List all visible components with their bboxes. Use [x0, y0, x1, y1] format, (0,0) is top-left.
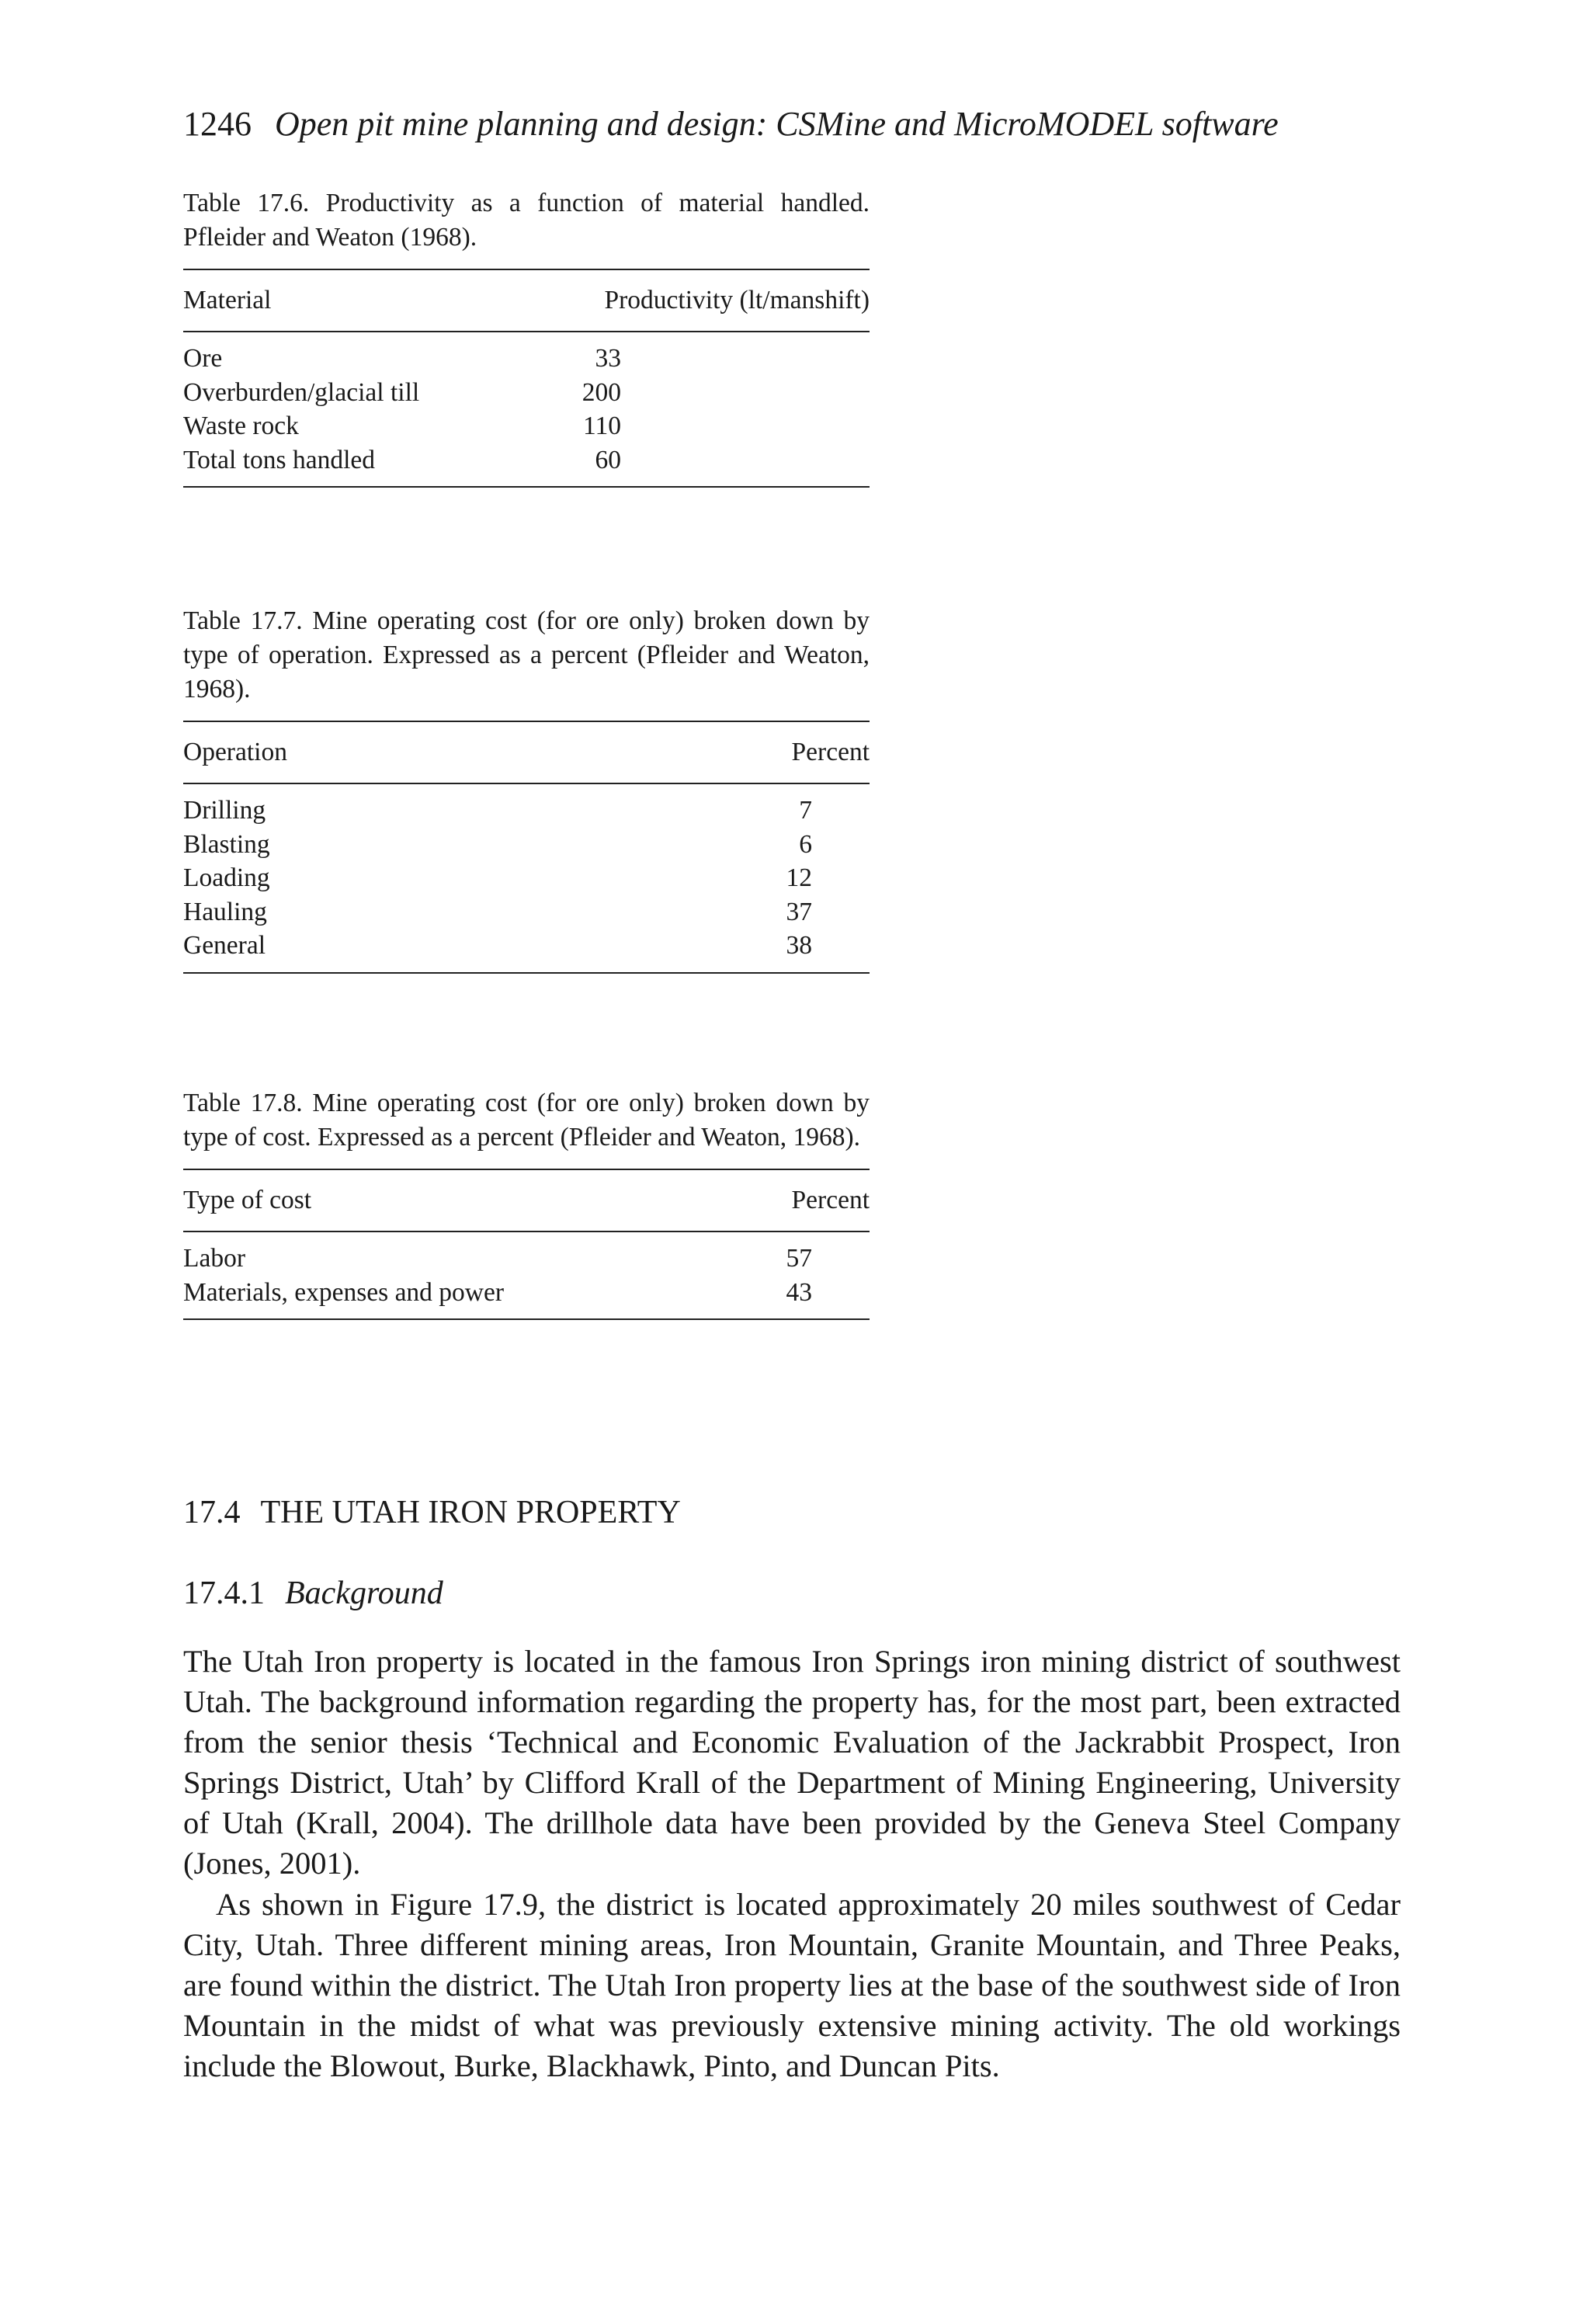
running-head — [183, 102, 1279, 146]
section-heading — [183, 1491, 681, 1534]
body-paragraph: As shown in Figure 17.9, the district is located approximately 20 miles southwest of Cedar City, Utah. Three different mining areas, Iron Mountain, Granite Mountain, and Three Peaks, are found within the district. The Utah Iron property lies at the base of the southwest side of Iron Mountain in the midst of what was previously extensive mining activity. The old workings include the Blowout, Burke, Blackhawk, Pinto, and Duncan Pits. — [183, 1887, 1401, 2083]
row-label: Blasting — [183, 829, 270, 859]
row-value: 38 — [786, 931, 812, 960]
row-value: 57 — [786, 1244, 812, 1273]
row-label: Drilling — [183, 796, 266, 825]
subsection-number: 17.4.1 — [183, 1575, 265, 1611]
row-value: 7 — [799, 796, 812, 825]
row-label: Hauling — [183, 897, 267, 926]
section-title: THE UTAH IRON PROPERTY — [260, 1495, 681, 1530]
column-header-percent: Percent — [791, 1186, 870, 1214]
table-caption: Table 17.8. Mine operating cost (for ore only) broken down by type of cost. Expressed as a percent (Pfleider and Weaton, 1968). — [183, 1089, 870, 1152]
column-header-operation: Operation — [183, 738, 287, 766]
row-label: Materials, expenses and power — [183, 1277, 505, 1307]
row-label: Labor — [183, 1244, 245, 1273]
column-header-percent: Percent — [791, 738, 870, 766]
table-row — [183, 794, 870, 828]
body-paragraph: The Utah Iron property is located in the famous Iron Springs iron mining district of southwest Utah. The background information regarding the property has, for the most part, been extracted from the senior thesis ‘Technical and Economic Evaluation of the Jackrabbit Prospect, Iron Springs District, Utah’ by Clifford Krall of the Department of Mining Engineering, University of Utah (Krall, 2004). The drillhole data have been provided by the Geneva Steel Company (Jones, 2001). — [183, 1644, 1401, 1881]
table-row — [183, 861, 870, 895]
page-number: 1246 — [183, 105, 252, 143]
column-header-type-of-cost: Type of cost — [183, 1186, 312, 1214]
table-row — [183, 342, 870, 376]
table-caption: Table 17.7. Mine operating cost (for ore only) broken down by type of operation. Expressed as a percent (Pfleider and Weaton, 1968). — [183, 606, 870, 703]
row-label: Loading — [183, 863, 270, 892]
row-value: 6 — [799, 829, 812, 859]
row-value: 110 — [582, 412, 621, 440]
table-row — [183, 1242, 870, 1276]
table-header-row — [183, 1170, 870, 1231]
table-row — [183, 1276, 870, 1310]
table-17-6 — [183, 186, 870, 488]
row-value: 200 — [581, 377, 621, 407]
row-value: 12 — [786, 863, 812, 892]
table-17-8 — [183, 1086, 870, 1320]
row-value: 33 — [595, 344, 621, 373]
table-row — [183, 929, 870, 963]
table-row — [183, 895, 870, 929]
table-header-row — [183, 270, 870, 331]
table-body — [183, 784, 870, 972]
book-title: Open pit mine planning and design: CSMine and MicroMODEL software — [275, 105, 1279, 143]
row-label: Waste rock — [183, 412, 299, 440]
table-bottom-rule — [183, 486, 870, 488]
row-label: Ore — [183, 344, 223, 373]
table-bottom-rule — [183, 972, 870, 974]
row-value: 37 — [786, 897, 812, 926]
table-caption: Table 17.6. Productivity as a function of material handled. Pfleider and Weaton (1968). — [183, 189, 870, 252]
table-row — [183, 443, 870, 478]
section-number: 17.4 — [183, 1495, 241, 1530]
table-bottom-rule — [183, 1318, 870, 1320]
table-17-7 — [183, 604, 870, 974]
row-label: General — [183, 931, 266, 960]
column-header-productivity: Productivity (lt/manshift) — [604, 286, 870, 314]
row-label: Overburden/glacial till — [183, 377, 420, 407]
row-value: 60 — [595, 445, 621, 474]
table-row — [183, 409, 870, 443]
table-row — [183, 376, 870, 410]
subsection-title: Background — [285, 1575, 443, 1611]
table-body — [183, 332, 870, 486]
row-label: Total tons handled — [183, 445, 375, 474]
row-value: 43 — [786, 1277, 812, 1307]
table-row — [183, 828, 870, 862]
table-header-row — [183, 722, 870, 783]
column-header-material: Material — [183, 286, 272, 314]
subsection-heading — [183, 1572, 443, 1615]
table-body — [183, 1232, 870, 1318]
